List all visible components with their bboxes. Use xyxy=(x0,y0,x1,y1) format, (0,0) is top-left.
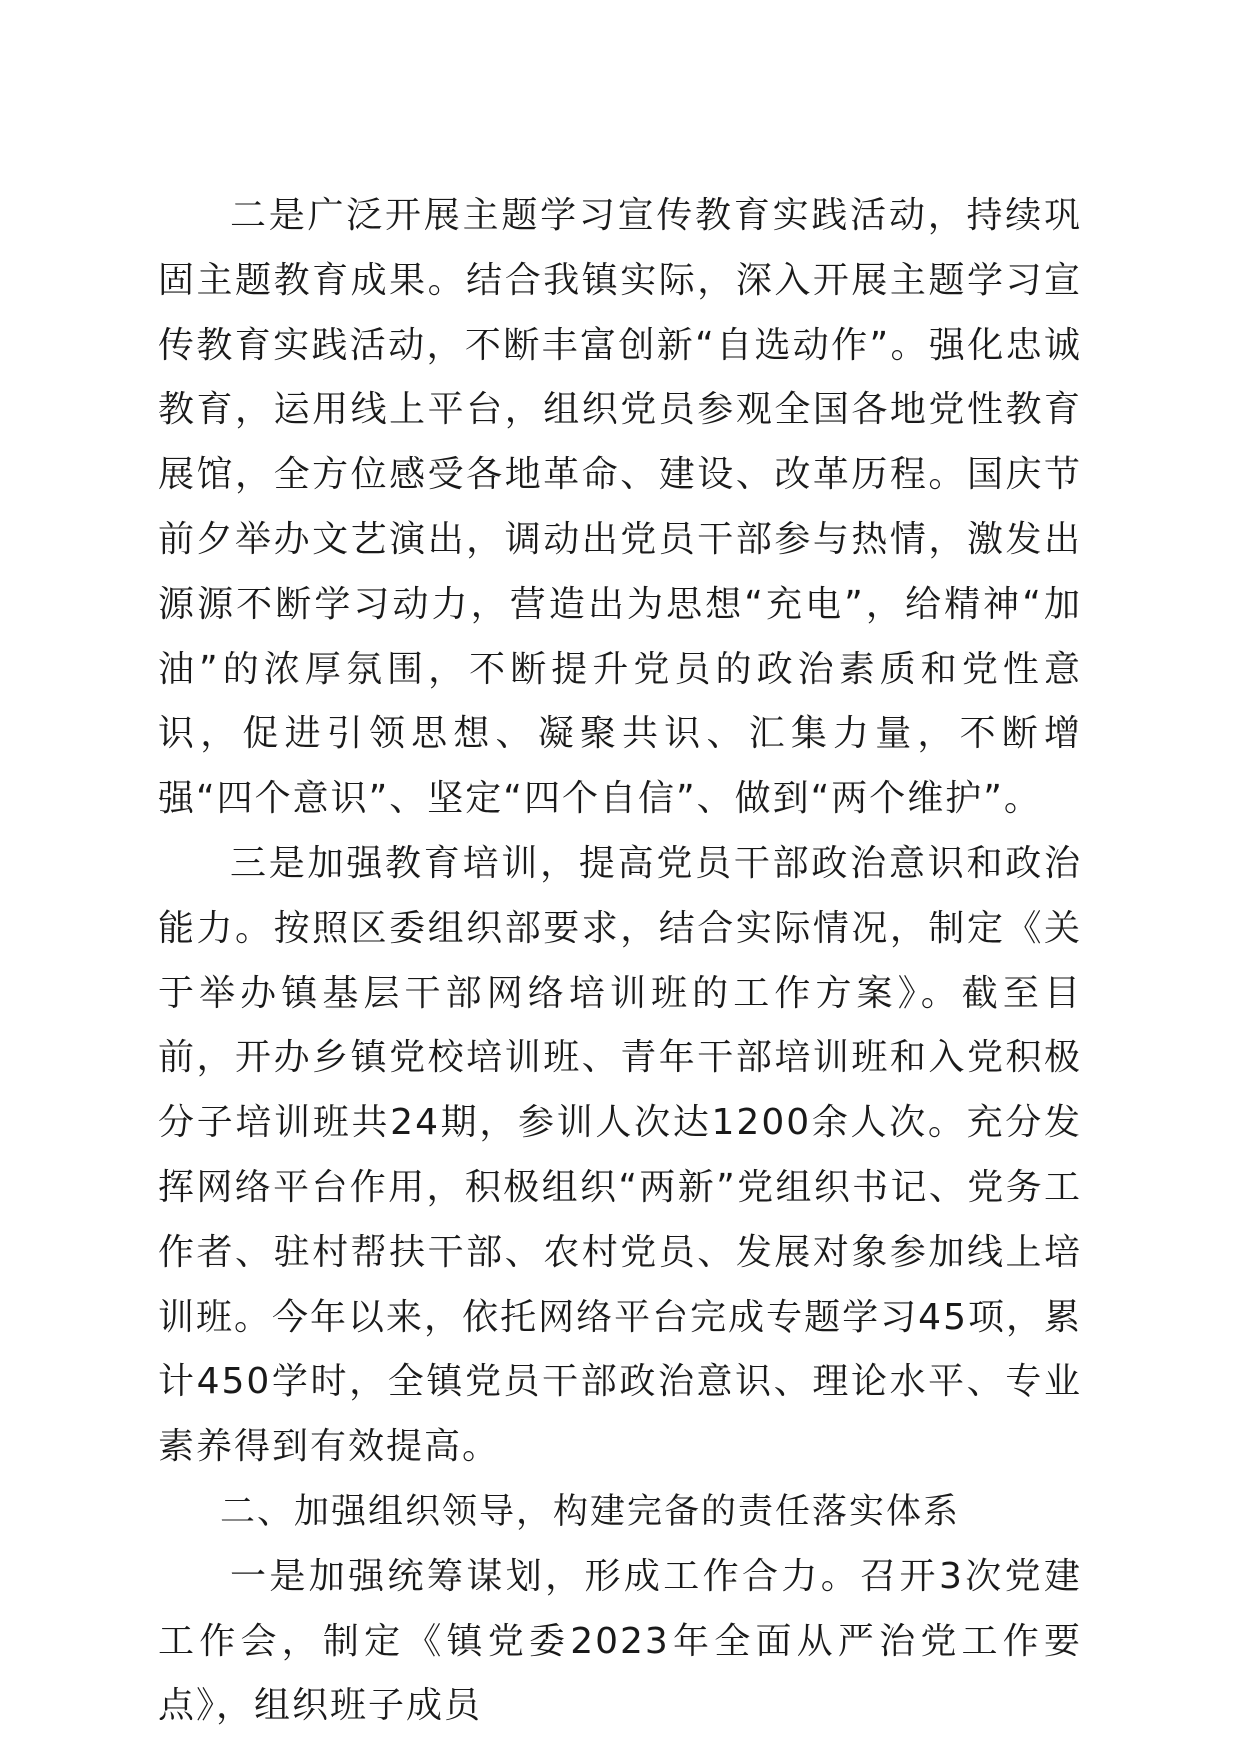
document-page xyxy=(158,184,1082,1739)
paragraph-theme-education: 二是广泛开展主题学习宣传教育实践活动，持续巩固主题教育成果。结合我镇实际，深入开展主题学习宣传教育实践活动，不断丰富创新“自选动作”。强化忠诚教育，运用线上平台，组织党员参观全国各地党性教育展馆，全方位感受各地革命、建设、改革历程。国庆节前夕举办文艺演出，调动出党员干部参与热情，激发出源源不断学习动力，营造出为思想“充电”，给精神“加油”的浓厚氛围，不断提升党员的政治素质和党性意识，促进引领思想、凝聚共识、汇集力量，不断增强“四个意识”、坚定“四个自信”、做到“两个维护”。 xyxy=(158,195,1082,820)
paragraph-overall-planning: 一是加强统筹谋划，形成工作合力。召开3次党建工作会，制定《镇党委2023年全面从严治党工作要点》，组织班子成员 xyxy=(158,1555,1082,1727)
paragraph-education-training: 三是加强教育培训，提高党员干部政治意识和政治能力。按照区委组织部要求，结合实际情况，制定《关于举办镇基层干部网络培训班的工作方案》。截至目前，开办乡镇党校培训班、青年干部培训班和入党积极分子培训班共24期，参训人次达1200余人次。充分发挥网络平台作用，积极组织“两新”党组织书记、党务工作者、驻村帮扶干部、农村党员、发展对象参加线上培训班。今年以来，依托网络平台完成专题学习45项，累计450学时，全镇党员干部政治意识、理论水平、专业素养得到有效提高。 xyxy=(158,842,1082,1468)
section-heading-organization-leadership: 二、加强组织领导，构建完备的责任落实体系 xyxy=(220,1491,961,1532)
